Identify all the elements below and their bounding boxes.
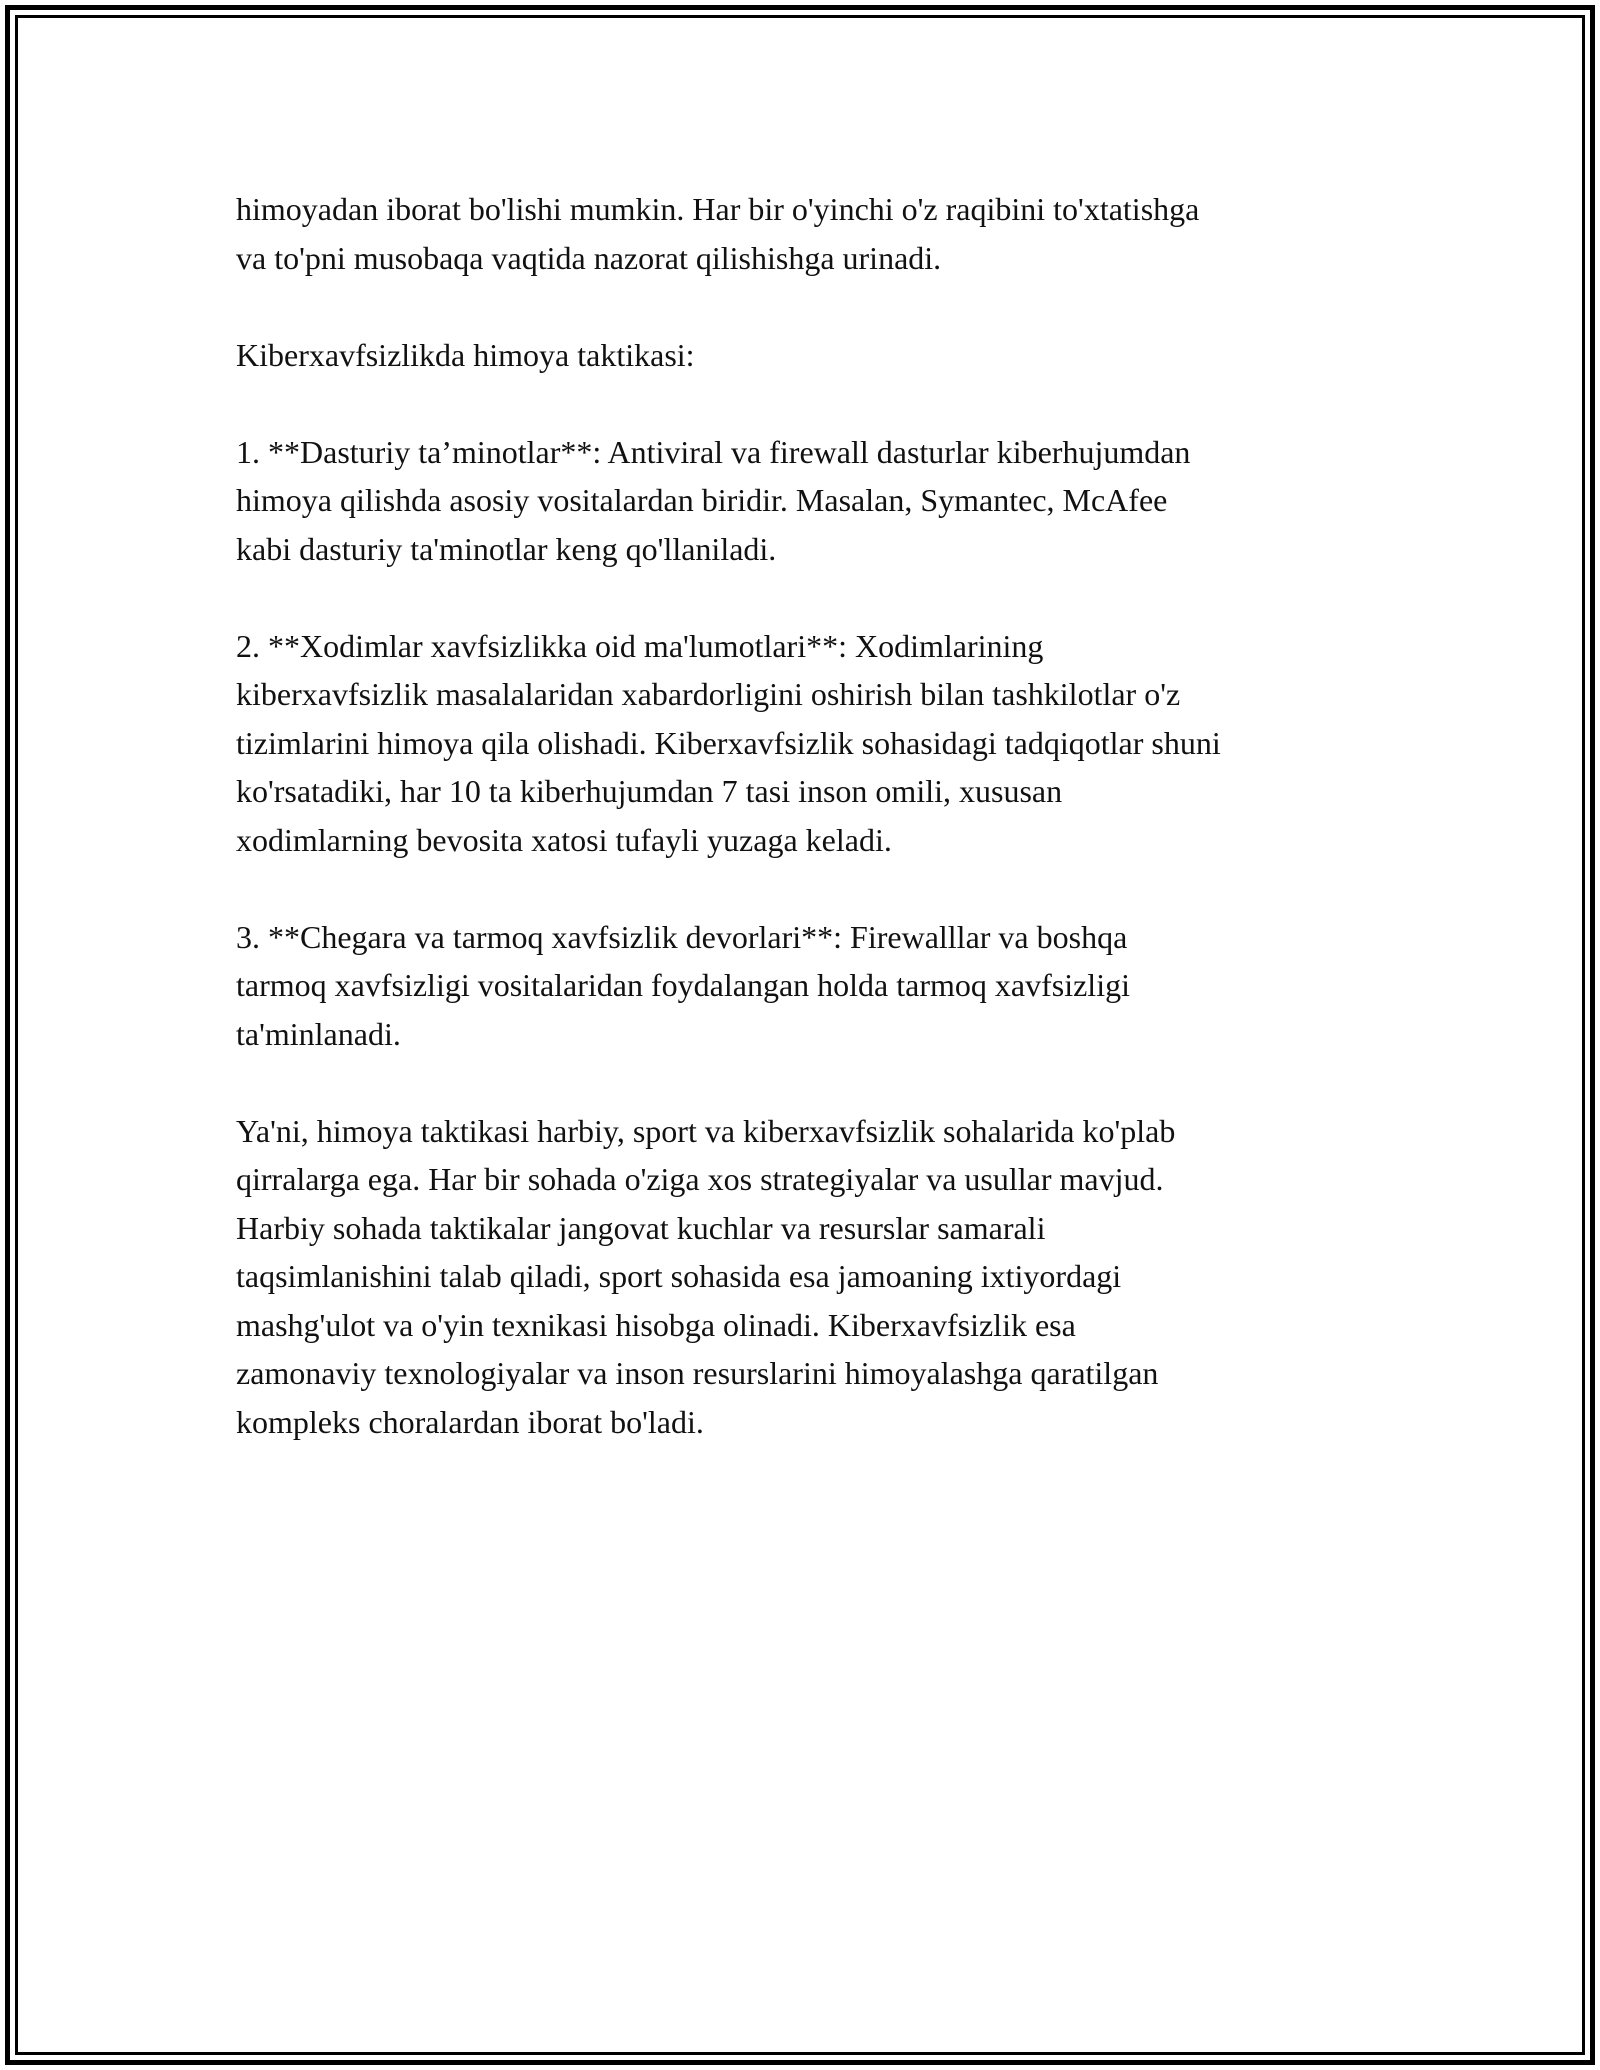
paragraph-conclusion: Ya'ni, himoya taktikasi harbiy, sport va kiberxavfsizlik sohalarida ko'plab qirralarga ega. Har bir sohada o'ziga xos strategiyalar va usullar mavjud. Harbiy sohada taktikalar jangovat kuchlar va resurslar samarali taqsimlanishini talab qiladi, sport sohasida esa jamoaning ixtiyordagi mashg'ulot va o'yin texnikasi hisobga olinadi. Kiberxavfsizlik esa zamonaviy texnologiyalar va inson resurslarini himoyalashga qaratilgan kompleks choralardan iborat bo'ladi. [236,1112,1176,1440]
section-heading-cybersecurity: Kiberxavfsizlikda himoya taktikasi: [236,336,695,373]
paragraph-continuation: himoyadan iborat bo'lishi mumkin. Har bir o'yinchi o'z raqibini to'xtatishga va to'pni musobaqa vaqtida nazorat qilishishga urinadi. [236,191,1200,276]
document-body [236,185,1376,1446]
list-item-software: 1. **Dasturiy ta’minotlar**: Antiviral va firewall dasturlar kiberhujumdan himoya qilishda asosiy vositalardan biridir. Masalan, Symantec, McAfee kabi dasturiy ta'minotlar keng qo'llaniladi. [236,433,1191,567]
list-item-network-firewalls: 3. **Chegara va tarmoq xavfsizlik devorlari**: Firewalllar va boshqa tarmoq xavfsizligi vositalaridan foydalangan holda tarmoq xavfsizligi ta'minlanadi. [236,918,1130,1052]
list-item-staff-awareness: 2. **Xodimlar xavfsizlikka oid ma'lumotlari**: Xodimlarining kiberxavfsizlik masalalaridan xabardorligini oshirish bilan tashkilotlar o'z tizimlarini himoya qila olishadi. Kiberxavfsizlik sohasidagi tadqiqotlar shuni ko'rsatadiki, har 10 ta kiberhujumdan 7 tasi inson omili, xususan xodimlarning bevosita xatosi tufayli yuzaga keladi. [236,627,1221,858]
